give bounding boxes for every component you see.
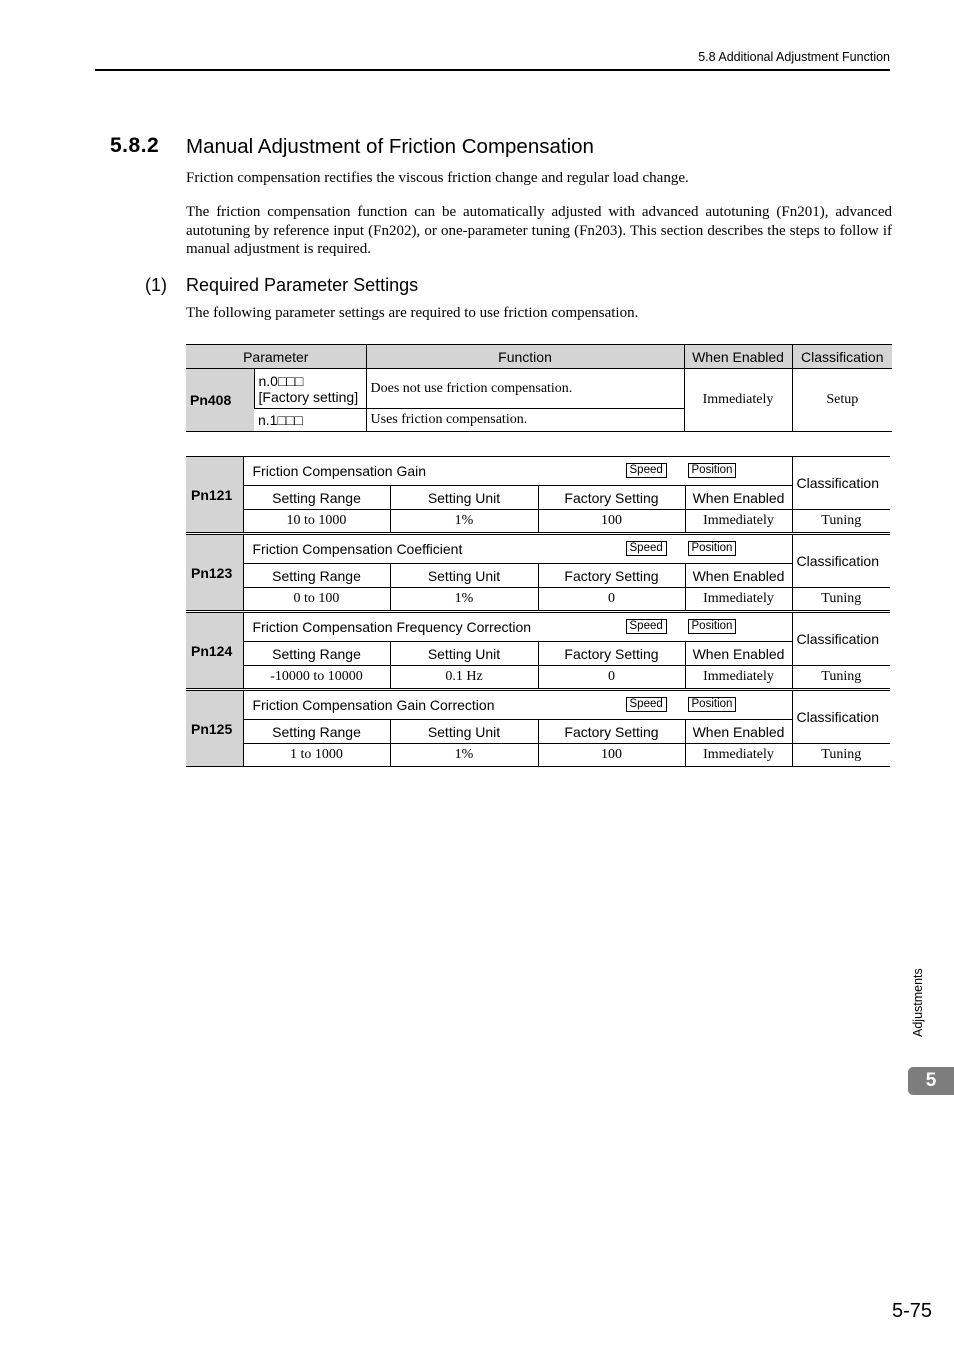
param-name: [243, 535, 792, 564]
param-name-text: Friction Compensation Gain Correction: [252, 697, 495, 713]
header-setting-unit: Setting Unit: [390, 564, 538, 588]
classification: Tuning: [792, 666, 890, 689]
position-tag: Position: [688, 697, 737, 712]
intro-paragraph: Friction compensation rectifies the viscous friction change and regular load change.: [186, 170, 689, 186]
factory-setting: 0: [538, 666, 685, 689]
header-classification: Classification: [792, 345, 892, 369]
header-setting-range: Setting Range: [243, 642, 390, 666]
setting-range: 0 to 100: [243, 588, 390, 611]
header-when-enabled: When Enabled: [685, 564, 792, 588]
header-when-enabled: When Enabled: [685, 486, 792, 510]
setting-code: n.1□□□: [254, 409, 366, 432]
position-tag: Position: [688, 619, 737, 634]
header-setting-unit: Setting Unit: [390, 720, 538, 744]
classification: Tuning: [792, 588, 890, 611]
header-setting-range: Setting Range: [243, 564, 390, 588]
setting-unit: 0.1 Hz: [390, 666, 538, 689]
factory-setting-note: [Factory setting]: [258, 388, 359, 405]
speed-tag: Speed: [626, 463, 667, 478]
subsection-number: (1): [145, 275, 167, 295]
header-rule: [95, 69, 890, 71]
chapter-tab[interactable]: 5: [908, 1067, 954, 1095]
when-enabled: Immediately: [685, 744, 792, 767]
param-id: Pn408: [186, 369, 254, 432]
param-name: [243, 613, 792, 642]
header-factory-setting: Factory Setting: [538, 720, 685, 744]
classification-label: Classification: [792, 613, 890, 666]
speed-tag: Speed: [626, 541, 667, 556]
setting-value: [254, 369, 366, 409]
speed-tag: Speed: [626, 619, 667, 634]
setting-range: 10 to 1000: [243, 510, 390, 533]
setting-unit: 1%: [390, 744, 538, 767]
page-number: 5-75: [891, 1300, 932, 1322]
speed-tag: Speed: [626, 697, 667, 712]
factory-setting: 0: [538, 588, 685, 611]
subsection-title: Required Parameter Settings: [186, 275, 419, 295]
section-number: 5.8.2: [110, 134, 160, 157]
classification-value: Setup: [792, 369, 892, 432]
header-when-enabled: When Enabled: [685, 642, 792, 666]
setting-unit: 1%: [390, 588, 538, 611]
classification-label: Classification: [792, 457, 890, 510]
header-factory-setting: Factory Setting: [538, 642, 685, 666]
setting-range: -10000 to 10000: [243, 666, 390, 689]
setting-code: n.0□□□: [258, 372, 304, 389]
position-tag: Position: [688, 541, 737, 556]
factory-setting: 100: [538, 510, 685, 533]
when-enabled: Immediately: [685, 588, 792, 611]
param-name-text: Friction Compensation Frequency Correction: [252, 619, 532, 635]
when-enabled: Immediately: [685, 666, 792, 689]
header-parameter: Parameter: [186, 345, 366, 369]
param-block-pn121: [186, 456, 890, 533]
pn408-table: [186, 344, 892, 432]
param-id: Pn124: [186, 613, 243, 689]
when-enabled-value: Immediately: [684, 369, 792, 432]
param-name-text: Friction Compensation Gain: [252, 463, 427, 479]
param-name: [243, 457, 792, 486]
position-tag: Position: [688, 463, 737, 478]
header-setting-range: Setting Range: [243, 486, 390, 510]
header-setting-unit: Setting Unit: [390, 642, 538, 666]
param-block-pn125: [186, 690, 890, 767]
param-block-pn123: [186, 534, 890, 611]
parameter-intro-paragraph: The following parameter settings are required to use friction compensation.: [186, 305, 639, 321]
header-factory-setting: Factory Setting: [538, 564, 685, 588]
function-description: Does not use friction compensation.: [366, 369, 684, 409]
classification-label: Classification: [792, 691, 890, 744]
param-name: [243, 691, 792, 720]
autotuning-paragraph: The friction compensation function can be automatically adjusted with advanced autotuning (Fn201), advanced autotuning by reference input (Fn202), or one-parameter tuning (Fn203). This section describes the steps to follow if manual adjustment is required.: [186, 204, 892, 257]
running-header: 5.8 Additional Adjustment Function: [698, 50, 890, 64]
param-id: Pn125: [186, 691, 243, 767]
header-function: Function: [366, 345, 684, 369]
classification: Tuning: [792, 510, 890, 533]
header-setting-range: Setting Range: [243, 720, 390, 744]
param-id: Pn123: [186, 535, 243, 611]
classification-label: Classification: [792, 535, 890, 588]
param-name-text: Friction Compensation Coefficient: [252, 541, 463, 557]
param-block-pn124: [186, 612, 890, 689]
factory-setting: 100: [538, 744, 685, 767]
chapter-side-label: Adjustments: [911, 968, 925, 1037]
function-description: Uses friction compensation.: [366, 409, 684, 432]
section-title: Manual Adjustment of Friction Compensation: [186, 135, 594, 158]
setting-unit: 1%: [390, 510, 538, 533]
header-setting-unit: Setting Unit: [390, 486, 538, 510]
param-id: Pn121: [186, 457, 243, 533]
classification: Tuning: [792, 744, 890, 767]
header-factory-setting: Factory Setting: [538, 486, 685, 510]
setting-range: 1 to 1000: [243, 744, 390, 767]
when-enabled: Immediately: [685, 510, 792, 533]
header-when-enabled: When Enabled: [685, 720, 792, 744]
header-when-enabled: When Enabled: [684, 345, 792, 369]
